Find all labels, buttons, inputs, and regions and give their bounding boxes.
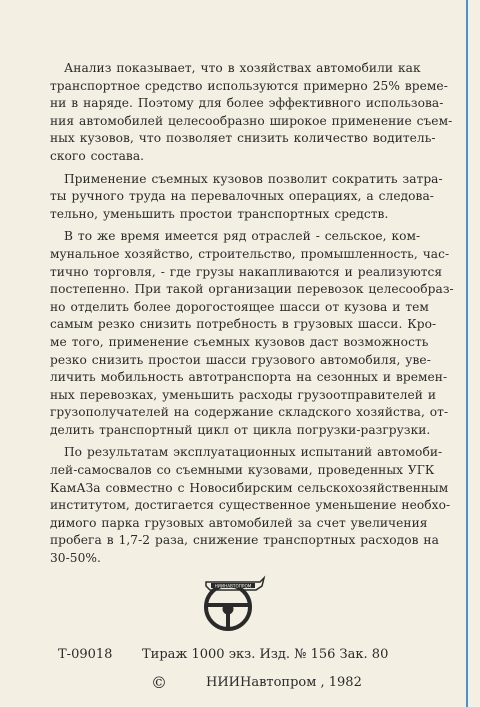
text-line: ных кузовов, что позволяет снизить количество водитель- xyxy=(50,131,436,146)
text-line: резко снизить простои шасси грузового автомобиля, уве- xyxy=(50,352,431,367)
text-line: делить транспортный цикл от цикла погрузки-разгрузки. xyxy=(50,422,431,437)
text-line: самым резко снизить потребность в грузовых шасси. Кро- xyxy=(50,317,437,332)
text-line: димого парка грузовых автомобилей за счет увеличения xyxy=(50,515,428,530)
paragraph-3 xyxy=(50,228,454,439)
text-line: тельно, уменьшить простои транспортных средств. xyxy=(50,206,389,221)
paragraph-1 xyxy=(50,60,453,166)
text-line: ты ручного труда на перевалочных операциях, а следова- xyxy=(50,189,434,204)
copyright-icon: © xyxy=(151,673,167,692)
text-line: пробега в 1,7-2 раза, снижение транспортных расходов на xyxy=(50,533,439,548)
text-line: ме того, применение съемных кузовов даст возможность xyxy=(50,334,429,349)
publisher-logo xyxy=(194,570,270,636)
text-line: ни в наряде. Поэтому для более эффективного использова- xyxy=(50,96,444,111)
text-line: транспортное средство используются примерно 25% време- xyxy=(50,78,448,93)
body-text xyxy=(50,60,454,573)
text-line: грузополучателей на содержание складского хозяйства, от- xyxy=(50,405,449,420)
colophon xyxy=(58,646,418,692)
text-line: КамАЗа совместно с Новосибирским сельскохозяйственным xyxy=(50,480,449,495)
print-details-row xyxy=(58,646,418,664)
page-edge-line xyxy=(466,0,468,707)
text-line: но отделить более дорогостоящее шасси от кузова и тем xyxy=(50,299,429,314)
copyright-row xyxy=(58,674,418,692)
text-line: 30-50%. xyxy=(50,551,101,566)
paragraph-2 xyxy=(50,171,443,224)
publisher-line: НИИНавтопром , 1982 xyxy=(206,675,362,690)
text-line: тично торговля, - где грузы накапливаются и реализуются xyxy=(50,264,443,279)
text-line: ского состава. xyxy=(50,148,145,163)
publication-code: Т-09018 xyxy=(58,647,113,662)
text-line: институтом, достигается существенное уменьшение необхо- xyxy=(50,498,451,513)
text-line: лей-самосвалов со съемными кузовами, проведенных УГК xyxy=(50,463,435,478)
text-line: В то же время имеется ряд отраслей - сельское, ком- xyxy=(64,229,421,244)
text-line: По результатам эксплуатационных испытаний автомоби- xyxy=(64,445,443,460)
text-line: ния автомобилей целесообразно широкое применение съем- xyxy=(50,113,453,128)
text-line: ных перевозках, уменьшить расходы грузоотправителей и xyxy=(50,387,437,402)
text-line: Анализ показывает, что в хозяйствах автомобили как xyxy=(64,61,421,75)
logo-label: НИИНАВТОПРОМ xyxy=(214,583,252,589)
text-line: постепенно. При такой организации перевозок целесообраз- xyxy=(50,282,454,297)
text-line: Применение съемных кузовов позволит сократить затра- xyxy=(64,171,443,186)
print-run-info: Тираж 1000 экз. Изд. № 156 Зак. 80 xyxy=(142,647,389,662)
text-line: личить мобильность автотранспорта на сезонных и времен- xyxy=(50,370,448,385)
paragraph-4 xyxy=(50,444,451,567)
steering-wheel-emblem-icon xyxy=(194,570,270,636)
text-line: мунальное хозяйство, строительство, промышленность, час- xyxy=(50,246,450,261)
